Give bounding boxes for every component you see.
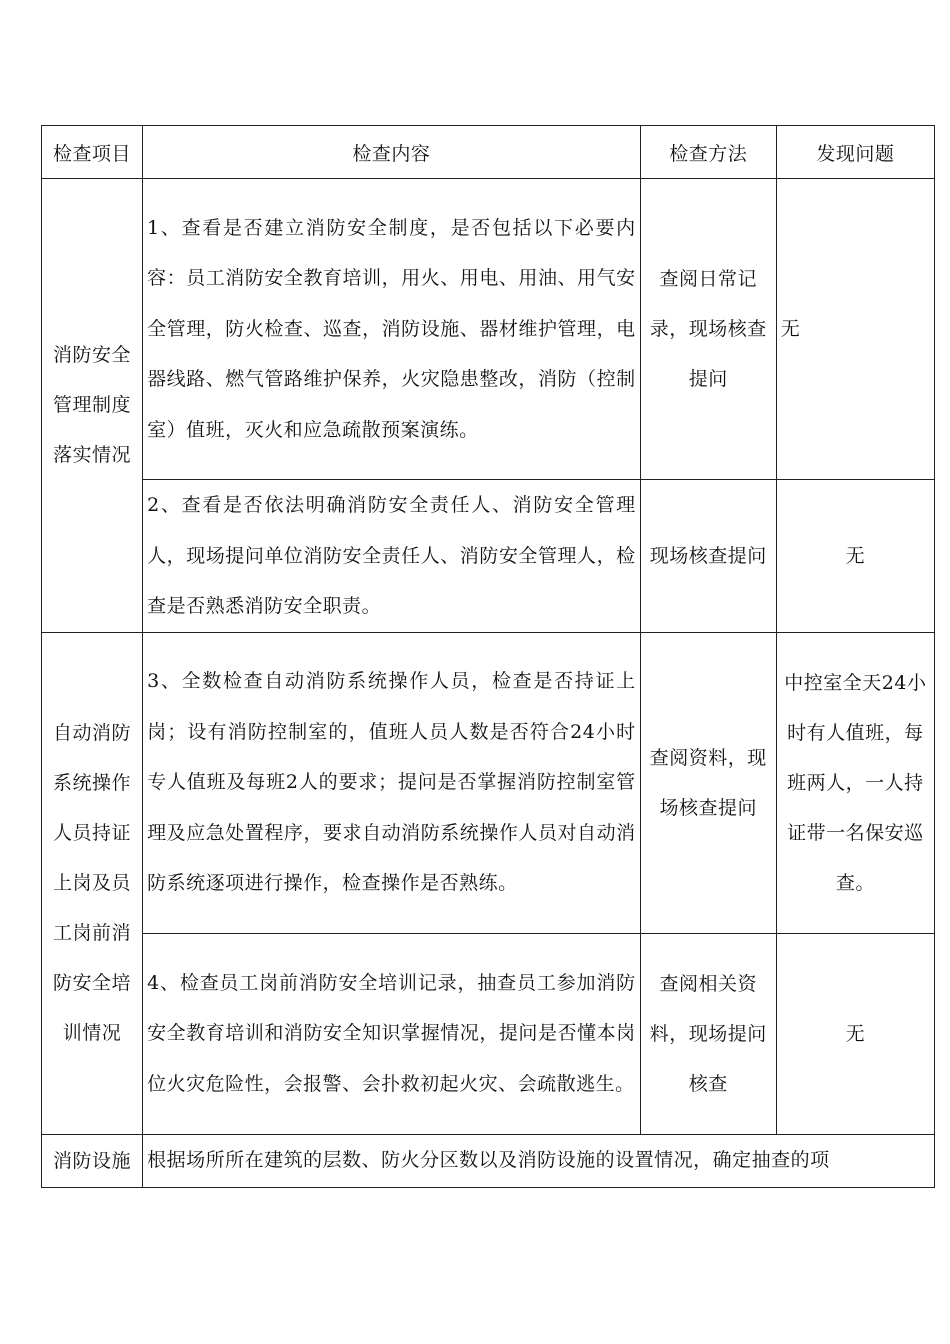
item-cell-operator-certification: 自动消防系统操作人员持证上岗及员工岗前消防安全培训情况 [42,632,143,1134]
header-content: 检查内容 [143,126,641,179]
table-row [42,1134,935,1187]
table-row [42,480,935,633]
header-problem: 发现问题 [776,126,934,179]
header-item: 检查项目 [42,126,143,179]
problem-cell: 中控室全天24小时有人值班，每班两人，一人持证带一名保安巡查。 [776,632,934,933]
inspection-table [41,125,935,1188]
content-cell: 3、全数检查自动消防系统操作人员，检查是否持证上岗；设有消防控制室的，值班人员人数是否符合24小时专人值班及每班2人的要求；提问是否掌握消防控制室管理及应急处置程序，要求自动消防系统操作人员对自动消防系统逐项进行操作，检查操作是否熟练。 [143,632,641,933]
content-cell: 2、查看是否依法明确消防安全责任人、消防安全管理人，现场提问单位消防安全责任人、消防安全管理人，检查是否熟悉消防安全职责。 [143,480,641,633]
problem-cell: 无 [776,933,934,1134]
item-cell-fire-facilities: 消防设施 [42,1134,143,1187]
content-cell: 4、检查员工岗前消防安全培训记录，抽查员工参加消防安全教育培训和消防安全知识掌握情况，提问是否懂本岗位火灾危险性，会报警、会扑救初起火灾、会疏散逃生。 [143,933,641,1134]
method-cell: 现场核查提问 [640,480,776,633]
method-cell: 查阅日常记录，现场核查提问 [640,179,776,480]
content-cell: 根据场所所在建筑的层数、防火分区数以及消防设施的设置情况，确定抽查的项 [143,1134,935,1187]
table-row [42,179,935,480]
problem-cell: 无 [776,179,934,480]
item-cell-fire-safety-management: 消防安全管理制度落实情况 [42,179,143,633]
header-method: 检查方法 [640,126,776,179]
method-cell: 查阅资料，现场核查提问 [640,632,776,933]
content-cell: 1、查看是否建立消防安全制度，是否包括以下必要内容：员工消防安全教育培训，用火、用电、用油、用气安全管理，防火检查、巡查，消防设施、器材维护管理，电器线路、燃气管路维护保养，火灾隐患整改，消防（控制室）值班，灭火和应急疏散预案演练。 [143,179,641,480]
table-row [42,933,935,1134]
method-cell: 查阅相关资料，现场提问核查 [640,933,776,1134]
table-row [42,632,935,933]
table-header-row [42,126,935,179]
problem-cell: 无 [776,480,934,633]
